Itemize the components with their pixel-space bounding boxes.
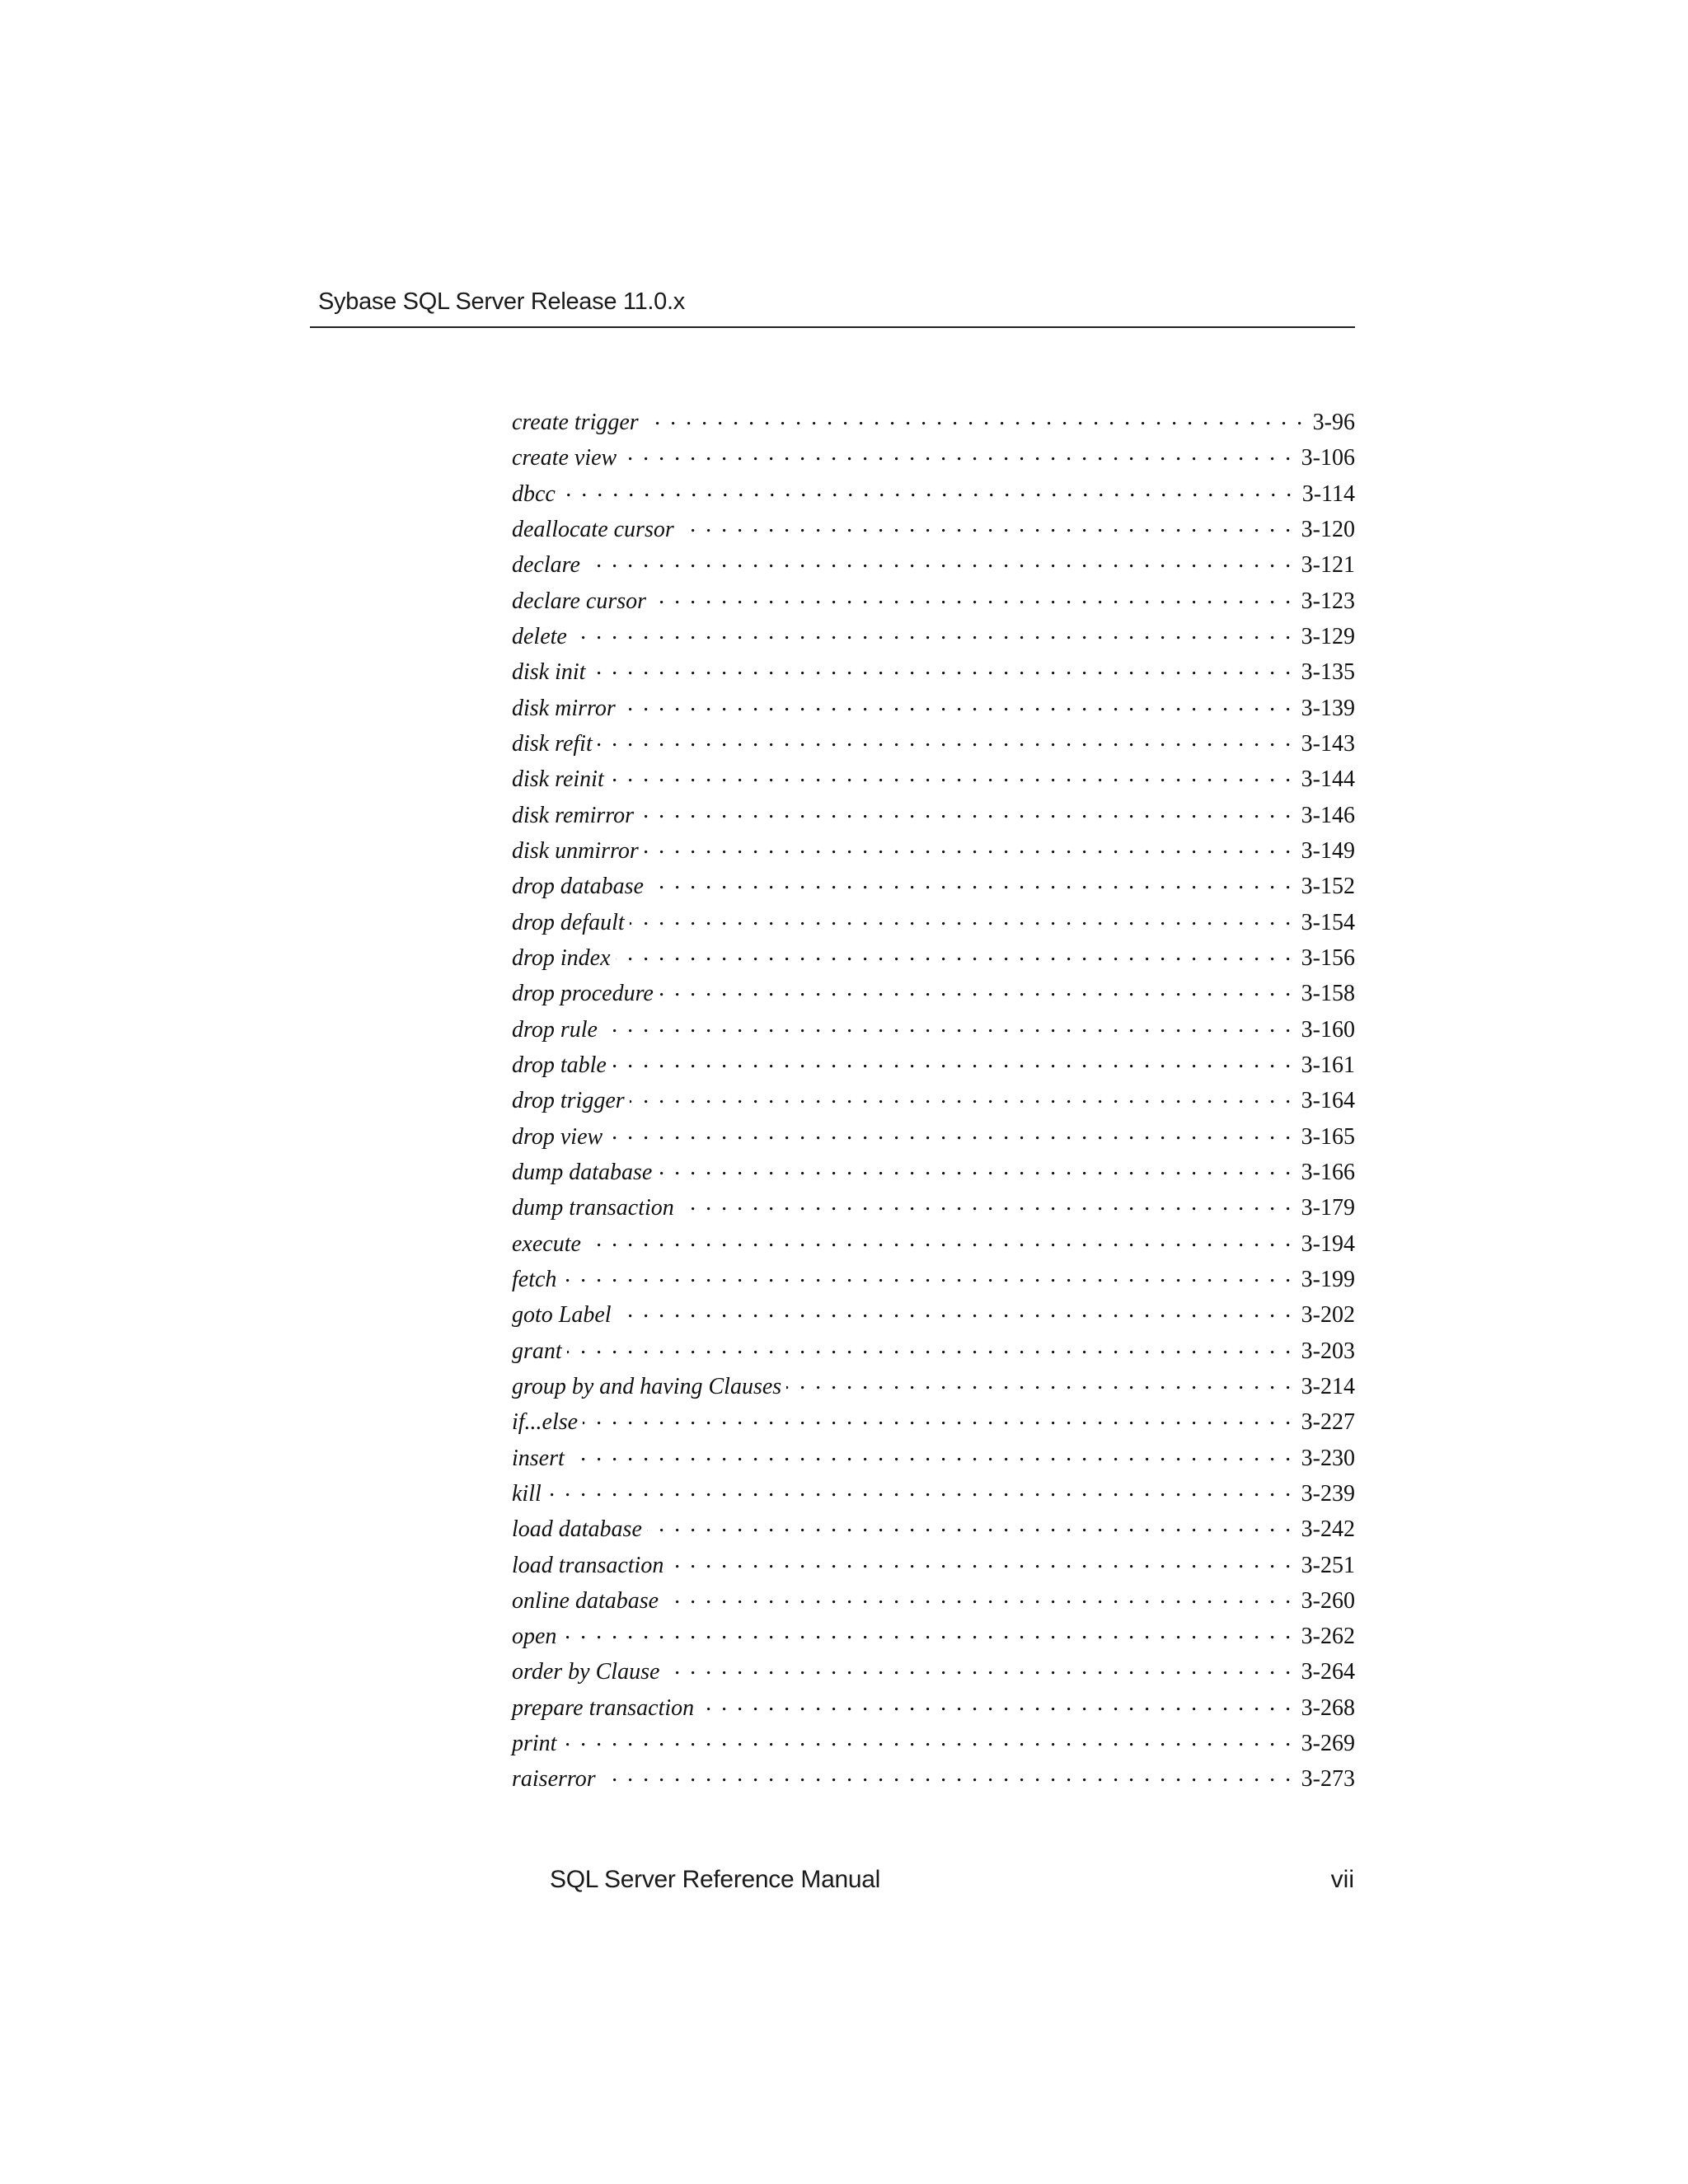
toc-entry[interactable] [512,513,1355,549]
toc-entry-title: declare [512,552,580,579]
toc-entry-page: 3-230 [1301,1445,1355,1471]
toc-entry-title: dump database [512,1159,653,1185]
toc-entry-title: open [512,1624,557,1650]
toc-entry[interactable] [512,621,1355,656]
toc-entry[interactable] [512,1656,1355,1691]
toc-entry[interactable] [512,1406,1355,1441]
toc-entry[interactable] [512,1192,1355,1227]
toc-entry[interactable] [512,1263,1355,1299]
toc-entry-page: 3-129 [1301,623,1355,649]
toc-entry-title: create view [512,445,617,471]
toc-entry-page: 3-239 [1301,1480,1355,1507]
toc-entry-title: disk remirror [512,802,635,828]
dot-leader [601,1763,1293,1786]
toc-entry-title: online database [512,1587,659,1614]
dot-leader [546,1478,1293,1501]
running-header: Sybase SQL Server Release 11.0.x [318,288,685,315]
toc-entry-page: 3-152 [1301,874,1355,900]
header-rule [310,326,1355,328]
toc-entry[interactable] [512,1335,1355,1371]
toc-entry-title: disk refit [512,730,593,757]
dot-leader [585,549,1293,572]
toc-entry[interactable] [512,1014,1355,1049]
toc-entry-page: 3-273 [1301,1766,1355,1793]
toc-entry[interactable] [512,907,1355,942]
dot-leader [609,763,1293,786]
dot-leader [644,406,1305,429]
toc-entry-title: load database [512,1516,642,1543]
toc-entry[interactable] [512,1299,1355,1334]
dot-leader [561,1727,1292,1750]
toc-entry[interactable] [512,1763,1355,1798]
dot-leader [560,478,1294,501]
dot-leader [612,1049,1293,1072]
dot-leader [679,513,1293,537]
toc-entry-title: fetch [512,1266,557,1292]
toc-entry-title: delete [512,623,567,649]
toc-entry[interactable] [512,1692,1355,1727]
toc-entry[interactable] [512,406,1355,442]
toc-entry-title: dump transaction [512,1195,674,1221]
dot-leader [639,799,1293,823]
toc-entry-title: execute [512,1230,581,1257]
toc-entry-title: print [512,1731,557,1757]
toc-entry-page: 3-135 [1301,659,1355,686]
toc-entry-page: 3-161 [1301,1052,1355,1078]
toc-entry[interactable] [512,870,1355,906]
toc-entry-page: 3-227 [1301,1409,1355,1436]
dot-leader [617,1299,1293,1322]
dot-leader [663,1585,1293,1608]
toc-entry-page: 3-179 [1301,1195,1355,1221]
toc-entry-title: disk reinit [512,766,604,793]
toc-entry-page: 3-194 [1301,1230,1355,1257]
footer-page-number: vii [1330,1866,1354,1893]
dot-leader [630,907,1293,930]
dot-leader [590,656,1292,679]
dot-leader [598,728,1293,751]
toc-entry-page: 3-164 [1301,1088,1355,1114]
dot-leader [679,1192,1293,1215]
toc-entry-page: 3-262 [1301,1624,1355,1650]
toc-entry[interactable] [512,1513,1355,1549]
toc-entry-page: 3-269 [1301,1731,1355,1757]
dot-leader [647,1513,1293,1536]
dot-leader [607,1121,1293,1144]
toc-entry[interactable] [512,1727,1355,1763]
toc-entry-title: disk init [512,659,586,686]
toc-entry[interactable] [512,835,1355,870]
toc-entry-title: grant [512,1338,562,1364]
dot-leader [664,1656,1292,1679]
toc-entry[interactable] [512,1620,1355,1656]
toc-entry[interactable] [512,1549,1355,1585]
dot-leader [621,692,1293,715]
toc-entry-title: declare cursor [512,588,647,614]
dot-leader [561,1263,1292,1286]
toc-entry-title: disk unmirror [512,837,639,864]
toc-entry-title: deallocate cursor [512,516,674,542]
toc-entry-page: 3-96 [1312,410,1355,435]
toc-entry-page: 3-158 [1301,981,1355,1007]
dot-leader [567,1335,1293,1358]
toc-entry-title: insert [512,1445,565,1471]
toc-entry-page: 3-139 [1301,695,1355,721]
toc-entry-title: drop trigger [512,1088,625,1114]
dot-leader [630,1085,1293,1108]
toc-entry-title: drop default [512,909,625,935]
toc-entry-page: 3-166 [1301,1159,1355,1185]
toc-entry-page: 3-242 [1301,1516,1355,1543]
toc-entry-page: 3-251 [1301,1552,1355,1578]
toc-entry-title: disk mirror [512,695,616,721]
toc-entry-page: 3-143 [1301,730,1355,757]
dot-leader [570,1442,1293,1465]
toc-entry[interactable] [512,1049,1355,1085]
table-of-contents [512,406,1355,1799]
dot-leader [657,1156,1292,1179]
dot-leader [583,1406,1293,1429]
toc-entry[interactable] [512,1442,1355,1478]
toc-entry[interactable] [512,478,1355,513]
dot-leader [651,585,1293,608]
toc-entry-title: if...else [512,1409,579,1436]
toc-entry-page: 3-156 [1301,944,1355,971]
toc-entry-page: 3-199 [1301,1266,1355,1292]
toc-entry[interactable] [512,728,1355,763]
toc-entry[interactable] [512,1228,1355,1263]
toc-entry-page: 3-202 [1301,1302,1355,1329]
toc-entry-title: drop procedure [512,981,654,1007]
toc-entry-title: drop rule [512,1016,598,1043]
dot-leader [561,1620,1292,1643]
toc-entry-page: 3-149 [1301,837,1355,864]
toc-entry-page: 3-268 [1301,1694,1355,1721]
toc-entry[interactable] [512,1478,1355,1513]
dot-leader [644,835,1293,858]
dot-leader [659,977,1293,1001]
toc-entry-page: 3-106 [1301,445,1355,471]
dot-leader [621,442,1292,465]
toc-entry-title: order by Clause [512,1659,660,1685]
toc-entry[interactable] [512,799,1355,835]
toc-entry[interactable] [512,1585,1355,1620]
dot-leader [603,1014,1293,1037]
toc-entry-page: 3-214 [1301,1373,1355,1399]
toc-entry-title: kill [512,1480,542,1507]
dot-leader [786,1371,1293,1394]
dot-leader [668,1549,1292,1572]
toc-entry[interactable] [512,656,1355,691]
toc-entry-title: goto Label [512,1302,612,1329]
toc-entry[interactable] [512,585,1355,621]
toc-entry-title: group by and having Clauses [512,1373,782,1399]
toc-entry[interactable] [512,763,1355,799]
toc-entry[interactable] [512,1085,1355,1120]
toc-entry-page: 3-165 [1301,1123,1355,1150]
toc-entry-title: drop database [512,874,644,900]
toc-entry-title: dbcc [512,480,556,507]
toc-entry-page: 3-120 [1301,516,1355,542]
toc-entry[interactable] [512,1371,1355,1406]
dot-leader [586,1228,1293,1251]
dot-leader [699,1692,1293,1715]
toc-entry-page: 3-123 [1301,588,1355,614]
toc-entry-title: drop view [512,1123,603,1150]
dot-leader [649,870,1293,893]
toc-entry[interactable] [512,442,1355,477]
toc-entry-page: 3-264 [1301,1659,1355,1685]
toc-entry[interactable] [512,1121,1355,1156]
toc-entry[interactable] [512,977,1355,1013]
toc-entry-page: 3-121 [1301,552,1355,579]
toc-entry[interactable] [512,1156,1355,1192]
toc-entry-page: 3-146 [1301,802,1355,828]
toc-entry[interactable] [512,549,1355,584]
footer-manual-title: SQL Server Reference Manual [550,1866,880,1893]
dot-leader [616,942,1293,965]
dot-leader [572,621,1293,644]
toc-entry[interactable] [512,692,1355,728]
toc-entry[interactable] [512,942,1355,977]
toc-entry-page: 3-144 [1301,766,1355,793]
toc-entry-title: raiserror [512,1766,596,1793]
toc-entry-page: 3-114 [1301,480,1355,507]
toc-entry-page: 3-203 [1301,1338,1355,1364]
toc-entry-page: 3-154 [1301,909,1355,935]
toc-entry-title: create trigger [512,410,639,435]
toc-entry-title: drop table [512,1052,607,1078]
toc-entry-title: load transaction [512,1552,664,1578]
toc-entry-title: prepare transaction [512,1694,695,1721]
toc-entry-page: 3-160 [1301,1016,1355,1043]
toc-entry-title: drop index [512,944,611,971]
toc-entry-page: 3-260 [1301,1587,1355,1614]
